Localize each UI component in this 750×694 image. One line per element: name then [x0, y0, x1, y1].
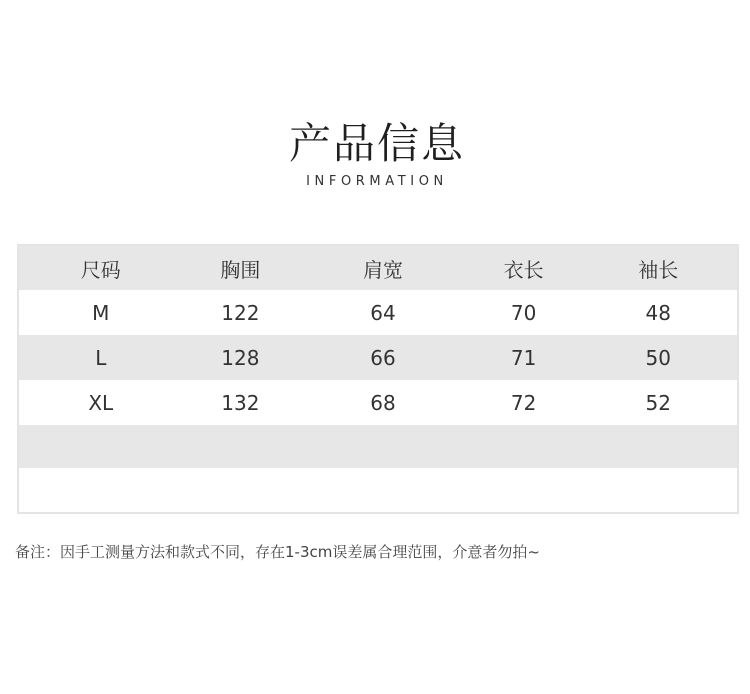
table-row-empty — [19, 468, 737, 512]
size-table — [17, 244, 739, 514]
cell-size: XL — [88, 390, 114, 415]
table-header-row — [19, 246, 737, 290]
header-length: 衣长 — [503, 257, 544, 282]
header-chest: 胸围 — [220, 257, 261, 282]
cell-chest: 132 — [221, 390, 260, 415]
header-shoulder: 肩宽 — [362, 257, 403, 282]
cell-sleeve: 48 — [645, 300, 671, 325]
cell-sleeve: 52 — [645, 390, 671, 415]
cell-length: 70 — [510, 300, 537, 325]
table-row — [19, 290, 737, 335]
page-title: 产品信息 — [288, 119, 465, 168]
cell-shoulder: 64 — [370, 300, 396, 325]
cell-length: 71 — [510, 345, 537, 370]
page-title-block — [0, 118, 750, 189]
header-sleeve: 袖长 — [638, 257, 679, 282]
cell-shoulder: 68 — [370, 390, 396, 415]
cell-size: L — [95, 345, 107, 370]
table-row — [19, 335, 737, 380]
cell-sleeve: 50 — [645, 345, 671, 370]
cell-chest: 122 — [221, 300, 260, 325]
cell-shoulder: 66 — [370, 345, 396, 370]
header-size: 尺码 — [80, 257, 121, 282]
table-row — [19, 380, 737, 425]
table-row-empty — [19, 425, 737, 468]
cell-length: 72 — [510, 390, 537, 415]
measurement-note: 备注：因手工测量方法和款式不同，存在1-3cm误差属合理范围，介意者勿拍~ — [15, 543, 540, 561]
cell-size: M — [92, 300, 110, 325]
cell-chest: 128 — [221, 345, 260, 370]
page-subtitle: INFORMATION — [306, 174, 448, 189]
